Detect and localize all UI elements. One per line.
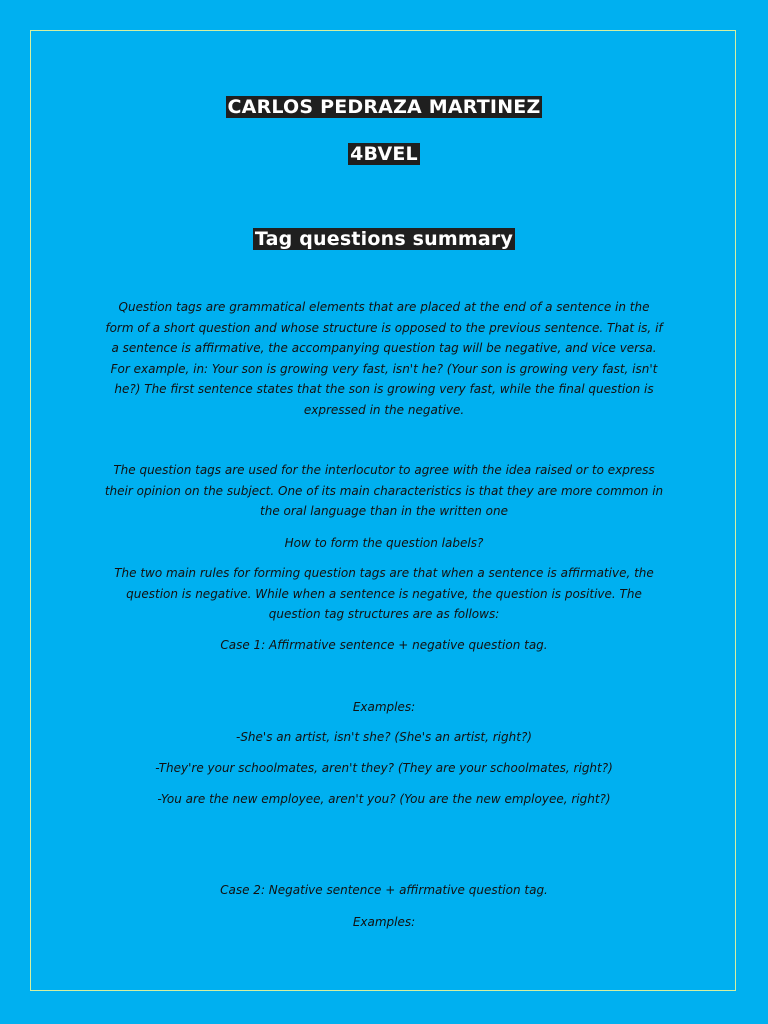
author-name: CARLOS PEDRAZA MARTINEZ	[227, 96, 541, 118]
rules-paragraph: The two main rules for forming question tags are that when a sentence is affirmative, the question is negative. While when a sentence is negative, the question is positive. The question tag structures are as follows:	[114, 566, 654, 621]
group-code: 4BVEL	[350, 143, 418, 165]
examples2-label: Examples:	[352, 915, 416, 929]
usage-paragraph: The question tags are used for the interlocutor to agree with the idea raised or to express their opinion on the subject. One of its main characteristics is that they are more common in the oral language than in the written one	[104, 463, 664, 518]
intro-paragraph: Question tags are grammatical elements that are placed at the end of a sentence in the form of a short question and whose structure is opposed to the previous sentence. That is, if a sentence is affirmative, the accompanying question tag will be negative, and vice versa. For example, in: Your son is growing very fast, isn't he? (Your son is growing very fast, isn't he?) The first sentence states that the son is growing very fast, while the final question is expressed in the negative.	[105, 300, 663, 417]
author-name-line	[0, 93, 768, 122]
document-title: Tag questions summary	[254, 228, 514, 250]
case1-heading: Case 1: Affirmative sentence + negative question tag.	[220, 638, 548, 652]
example-3: -You are the new employee, aren't you? (You are the new employee, right?)	[157, 792, 611, 806]
example-1: -She's an artist, isn't she? (She's an artist, right?)	[235, 730, 532, 744]
example-2: -They're your schoolmates, aren't they? (They are your schoolmates, right?)	[155, 761, 613, 775]
examples1-label: Examples:	[352, 700, 416, 714]
document-title-line	[0, 224, 768, 254]
how-to-heading: How to form the question labels?	[284, 536, 484, 550]
group-line	[0, 140, 768, 169]
case2-heading: Case 2: Negative sentence + affirmative question tag.	[220, 883, 548, 897]
